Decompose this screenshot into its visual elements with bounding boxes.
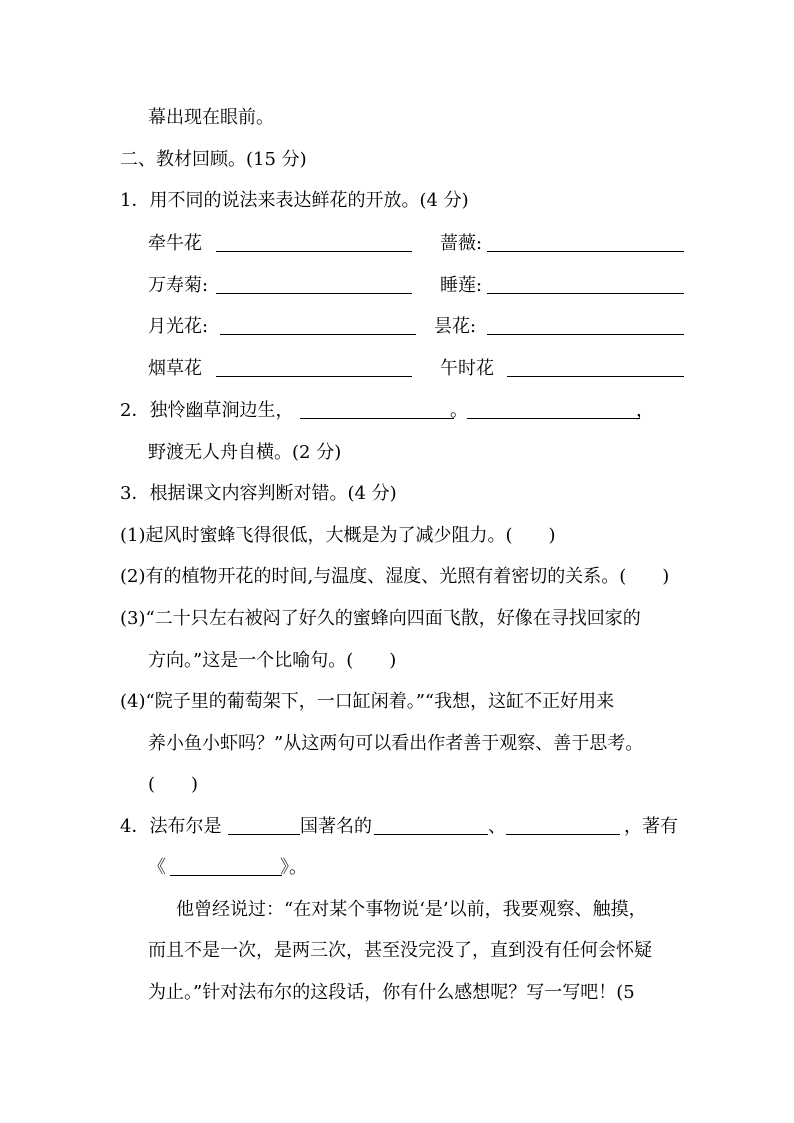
answer-blank[interactable] [487, 251, 684, 252]
paragraph-line: 他曾经说过：“在对某个事物说‘是’以前，我要观察、触摸， [176, 899, 647, 920]
statement-4-cont: 养小鱼小虾吗？”从这两句可以看出作者善于观察、善于思考。 [148, 733, 644, 754]
question-2-line2: 野渡无人舟自横。(2 分) [148, 442, 342, 463]
answer-blank[interactable] [300, 418, 454, 419]
answer-blank[interactable] [506, 834, 620, 835]
answer-blank[interactable] [216, 251, 412, 252]
statement-3-cont: 方向。”这是一个比喻句。( ) [148, 650, 397, 671]
flower-label: 蔷薇: [440, 233, 483, 254]
punctuation: 。 [450, 400, 468, 421]
flower-label: 睡莲: [440, 275, 483, 296]
statement-4: (4)“院子里的葡萄架下，一口缸闲着。”“我想，这缸不正好用来 [120, 691, 615, 712]
book-open-mark: 《 [148, 857, 166, 878]
answer-blank[interactable] [507, 376, 684, 377]
statement-3: (3)“二十只左右被闷了好久的蜜蜂向四面飞散，好像在寻找回家的 [120, 608, 641, 629]
answer-blank[interactable] [216, 293, 412, 294]
statement-2: (2)有的植物开花的时间,与温度、湿度、光照有着密切的关系。( ) [120, 566, 670, 587]
punctuation: ， [636, 400, 654, 421]
question-1: 1．用不同的说法来表达鲜花的开放。(4 分) [120, 190, 469, 211]
flower-label: 昙花: [434, 316, 477, 337]
section-heading: 二、教材回顾。(15 分) [120, 149, 307, 170]
flower-label: 月光花: [148, 316, 209, 337]
question-4: 4．法布尔是 [120, 816, 222, 837]
paragraph-line: 为止。”针对法布尔的这段话，你有什么感想呢？写一写吧！(5 [148, 982, 635, 1003]
flower-label: 午时花 [440, 358, 494, 379]
answer-blank[interactable] [170, 875, 282, 876]
answer-blank[interactable] [487, 334, 684, 335]
continued-line: 幕出现在眼前。 [148, 107, 274, 128]
paragraph-line: 而且不是一次，是两三次，甚至没完没了，直到没有任何会怀疑 [148, 940, 652, 961]
answer-blank[interactable] [487, 293, 684, 294]
answer-blank[interactable] [228, 834, 300, 835]
question-4-text: 国著名的 [300, 816, 372, 837]
answer-blank[interactable] [467, 418, 640, 419]
question-4-text: ，著有 [624, 816, 678, 837]
answer-blank[interactable] [220, 334, 416, 335]
answer-blank[interactable] [216, 376, 412, 377]
punctuation: 、 [488, 816, 506, 837]
flower-label: 烟草花 [148, 358, 202, 379]
answer-parens[interactable]: ( ) [148, 774, 199, 795]
question-2: 2．独怜幽草涧边生， [120, 400, 294, 421]
flower-label: 牵牛花 [148, 233, 202, 254]
book-close-mark: 》。 [280, 857, 307, 878]
flower-label: 万寿菊: [148, 275, 209, 296]
answer-blank[interactable] [374, 834, 488, 835]
question-3: 3．根据课文内容判断对错。(4 分) [120, 483, 397, 504]
statement-1: (1)起风时蜜蜂飞得很低，大概是为了减少阻力。( ) [120, 525, 556, 546]
